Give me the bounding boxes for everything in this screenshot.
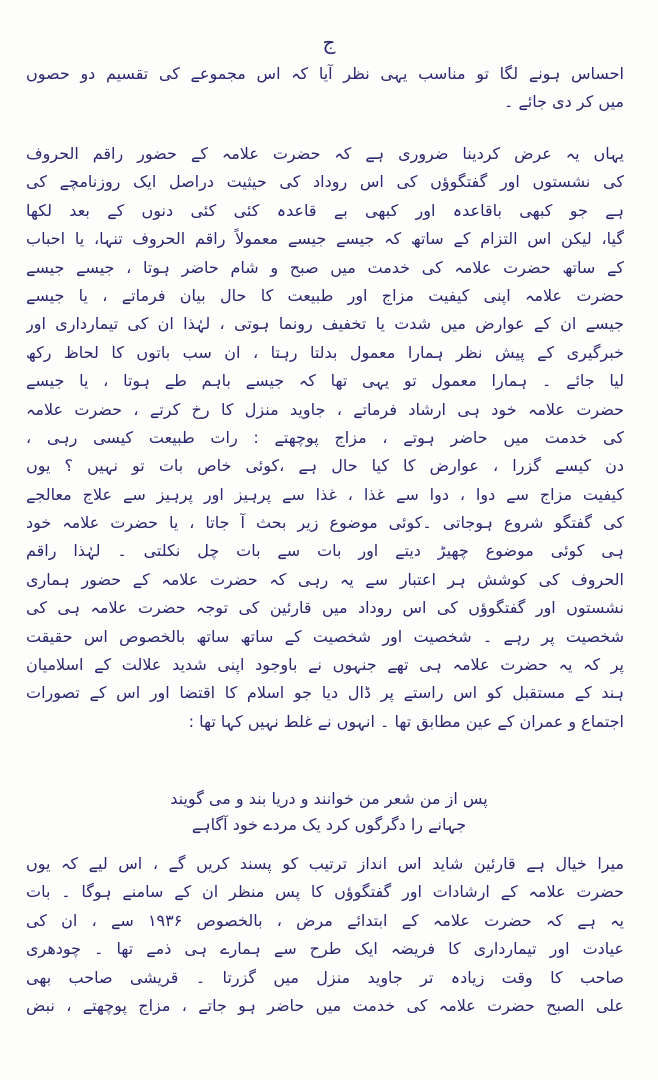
text-line: الحروف کی کوشش ہر اعتبار سے یہ رہی کہ حضرت علامہ کے حضور ہماری [26,569,624,589]
paragraph-1 [26,60,624,117]
text-line: کی نشستوں اور گفتگوؤں کی اس روداد کی حیثیت دراصل ایک روزنامچے کی [26,172,624,192]
text-line: نشستوں اور گفتگوؤں کی اس روداد میں قارئین کی توجہ حضرت علامہ ہی کی [26,598,624,618]
text-line: شخصیت پر رہے ۔ شخصیت اور شخصیت کے ساتھ ساتھ بالخصوص اس حقیقت [26,626,624,646]
text-line: کی خدمت میں حاضر ہوتے ، مزاج پوچھتے : رات طبیعت کیسی رہی ، [26,427,624,447]
text-line: یہ ہے کہ حضرت علامہ کے ابتدائے مرض ، بالخصوص ۱۹۳۶ سے ، ان کی [26,910,624,930]
paragraph-2 [26,140,624,736]
text-line: دن کیسے گزرا ، عوارض کا کیا حال ہے ،کوئی خاص بات تو نہیں ؟ یوں [26,456,624,476]
text-line: یہاں یہ عرض کردینا ضروری ہے کہ حضرت علامہ کے حضور راقم الحروف [26,144,624,163]
text-line: ہے جو کبھی باقاعدہ اور کبھی بے قاعدہ کئی کئی دنوں کے بعد لکھا [26,200,624,220]
text-line: ہی کوئی موضوع چھیڑ دیتے اور بات سے بات چل نکلتی ۔ لہٰذا راقم [26,541,624,561]
text-line: میرا خیال ہے قارئین شاید اس انداز ترتیب کو پسند کریں گے ، اس لیے کہ یوں [26,854,624,873]
text-line: لیا جائے ۔ ہمارا معمول تو یہی تھا کہ جیسے باہم طے ہوتا ، یا جیسے [26,371,624,391]
text-line: خبرگیری کے پیش نظر ہمارا معمول بدلتا رہتا ، ان سب باتوں کا لحاظ رکھ [26,342,624,362]
verse-line: جہانے را دگرگوں کرد یک مردے خود آگاہے [191,815,467,834]
text-line: میں کر دی جائے ۔ [504,92,624,112]
text-line: کیفیت مزاج سے دوا ، دوا سے غذا ، غذا سے پرہیز اور پرہیز سے علاج معالجے [26,484,624,504]
text-line: ہند کے مستقبل کو اس راستے پر ڈال دیا جو اسلام کا اقتضا اور اس کے تصورات [26,683,624,703]
text-line: حضرت علامہ کے ارشادات اور گفتگوؤں کا پس منظر ان کے سامنے ہوگا ۔ بات [26,882,624,902]
text-line: جیسے ان کے عوارض میں شدت یا تخفیف رونما ہوتی ، لہٰذا ان کی تیمارداری اور [26,314,624,334]
text-line: کے ساتھ حضرت علامہ کی خدمت میں صبح و شام حاضر ہوتا ، جیسے جیسے [26,257,624,277]
verse-line: پس از من شعر من خوانند و دریا بند و می گویند [170,789,488,808]
text-line: اجتماع و عمران کے عین مطابق تھا ۔ انہوں نے غلط نہیں کہا تھا : [188,711,624,731]
text-line: عیادت اور تیمارداری کا فریضہ ایک طرح سے ہمارے ہی ذمے تھا ۔ چودھری [26,939,624,959]
text-line: گیا، لیکن اس التزام کے ساتھ کہ جیسے جیسے معمولاً راقم الحروف تنہا، یا احباب [26,229,624,249]
persian-verse [0,786,658,838]
text-line: احساس ہونے لگا تو مناسب یہی نظر آیا کہ اس مجموعے کی تقسیم دو حصوں [26,64,624,83]
text-line: کی گفتگو شروع ہوجاتی ۔کوئی موضوع زیر بحث آ جاتا ، یا حضرت علامہ خود [26,513,624,533]
page-number: ج [322,30,336,54]
paragraph-3 [26,850,624,1020]
text-line: پر کہ یہ حضرت علامہ ہی تھے جنہوں نے باوجود اپنی شدید علالت کے اسلامیان [26,655,624,675]
text-line: صاحب کا وقت زیادہ تر جاوید منزل میں گزرتا ۔ قریشی صاحب بھی [26,967,624,987]
text-line: حضرت علامہ خود ہی ارشاد فرماتے ، جاوید منزل کا رخ کرتے ، حضرت علامہ [26,399,624,419]
text-line: حضرت علامہ اپنی کیفیت مزاج اور طبیعت کا حال بیان فرماتے ، یا جیسے [26,285,624,305]
text-line: علی الصبح حضرت علامہ کی خدمت میں حاضر ہو جاتے ، مزاج پوچھتے ، نبض [26,995,624,1015]
